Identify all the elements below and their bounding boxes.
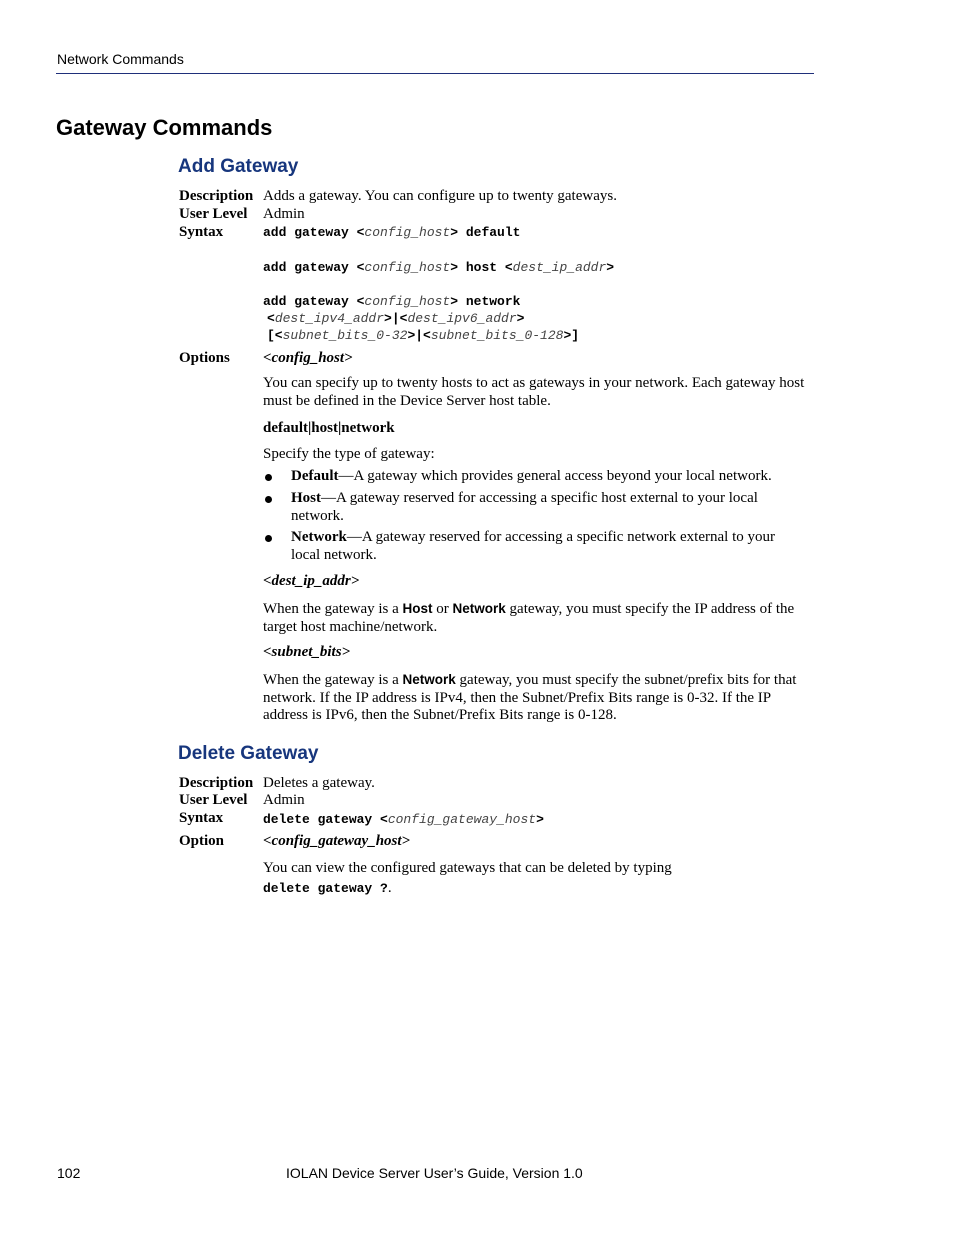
user-level-value: Admin (263, 792, 305, 808)
bullet-dot (265, 535, 272, 542)
syntax-label: Syntax (179, 810, 224, 826)
running-header: Network Commands (57, 51, 184, 67)
bullet-host: Host—A gateway reserved for accessing a specific host external to your local network. (291, 490, 758, 524)
bullet-network: Network—A gateway reserved for accessing a specific network external to your local network. (291, 529, 775, 563)
bullet-dot (265, 496, 272, 503)
option-subnet-bits: <subnet_bits> (263, 644, 351, 660)
option-dest-ip-desc: When the gateway is a Host or Network gateway, you must specify the IP address of the target host machine/network. (263, 601, 795, 635)
options-label: Options (179, 350, 230, 366)
syntax-delete: delete gateway <config_gateway_host> (263, 812, 544, 827)
option-config-host-desc: You can specify up to twenty hosts to act as gateways in your network. Each gateway host must be defined in the Device Server host table. (263, 375, 805, 409)
delete-gateway-query: delete gateway ?. (263, 880, 392, 896)
option-subnet-bits-desc: When the gateway is a Network gateway, you must specify the subnet/prefix bits for that network. If the IP address is IPv4, then the Subnet/Prefix Bits range is 0-32. If the IP address is IPv6, then the Subnet/Prefix Bits range is 0-128. (263, 672, 797, 723)
option-config-gateway-host: <config_gateway_host> (263, 833, 411, 849)
syntax-network-addr: <dest_ipv4_addr>|<dest_ipv6_addr> (267, 311, 525, 326)
delete-gateway-heading: Delete Gateway (178, 743, 319, 764)
add-gateway-heading: Add Gateway (178, 156, 299, 177)
option-type: default|host|network (263, 420, 395, 436)
syntax-network-bits: [<subnet_bits_0-32>|<subnet_bits_0-128>] (267, 328, 580, 343)
option-label: Option (179, 833, 225, 849)
page-title: Gateway Commands (56, 115, 273, 140)
option-config-host: <config_host> (263, 350, 353, 366)
syntax-network: add gateway <config_host> network (263, 294, 521, 309)
description-value: Adds a gateway. You can configure up to twenty gateways. (263, 188, 617, 204)
description-value: Deletes a gateway. (263, 775, 375, 791)
option-type-desc: Specify the type of gateway: (263, 446, 435, 462)
page-number: 102 (57, 1165, 81, 1181)
option-dest-ip: <dest_ip_addr> (263, 573, 360, 589)
syntax-default: add gateway <config_host> default (263, 225, 521, 240)
bullet-default: Default—A gateway which provides general access beyond your local network. (291, 468, 772, 484)
header-rule (56, 73, 814, 74)
bullet-dot (265, 474, 272, 481)
syntax-host: add gateway <config_host> host <dest_ip_addr> (263, 260, 615, 275)
syntax-label: Syntax (179, 224, 224, 240)
footer-title: IOLAN Device Server User’s Guide, Version 1.0 (286, 1165, 583, 1181)
description-label: Description (179, 188, 254, 204)
description-label: Description (179, 775, 254, 791)
user-level-label: User Level (179, 792, 248, 808)
option-config-gateway-host-desc: You can view the configured gateways that can be deleted by typing (263, 860, 672, 876)
user-level-label: User Level (179, 206, 248, 222)
user-level-value: Admin (263, 206, 305, 222)
